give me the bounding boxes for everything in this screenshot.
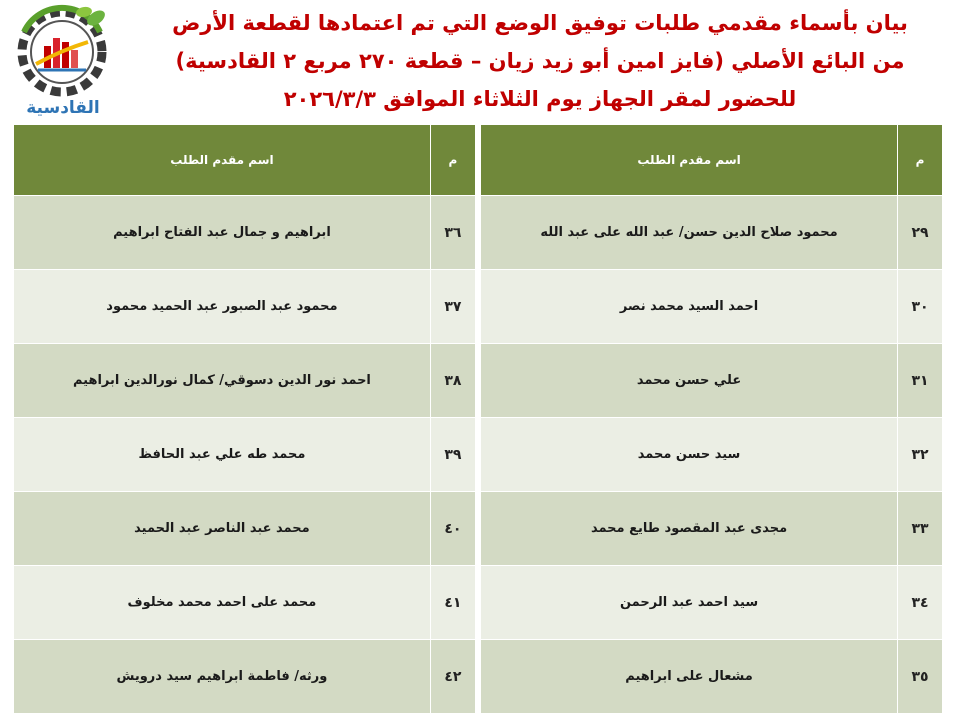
- applicants-table: [13, 124, 943, 714]
- row-name-right: سيد احمد عبد الرحمن: [481, 566, 898, 640]
- row-name-right: سيد حسن محمد: [481, 418, 898, 492]
- city-logo: [4, 2, 122, 120]
- column-gap: [475, 492, 480, 566]
- column-gap: [475, 270, 480, 344]
- row-name-right: مشعال على ابراهيم: [481, 640, 898, 714]
- heading-line-1: بيان بأسماء مقدمي طلبات توفيق الوضع التي تم اعتمادها لقطعة الأرض: [172, 11, 908, 35]
- row-num-left: ٤١: [430, 566, 475, 640]
- column-gap: [475, 344, 480, 418]
- row-name-left: ابراهيم و جمال عبد الفتاح ابراهيم: [14, 196, 431, 270]
- table-row: [14, 270, 943, 344]
- header-name-right: اسم مقدم الطلب: [481, 125, 898, 196]
- column-gap: [475, 125, 480, 196]
- logo-caption: القادسية: [26, 98, 100, 118]
- row-num-right: ٣٣: [897, 492, 942, 566]
- row-num-right: ٣١: [897, 344, 942, 418]
- gear-logo-icon: [4, 2, 122, 102]
- row-name-right: مجدى عبد المقصود طايع محمد: [481, 492, 898, 566]
- row-name-right: علي حسن محمد: [481, 344, 898, 418]
- row-name-right: احمد السيد محمد نصر: [481, 270, 898, 344]
- row-num-right: ٣٢: [897, 418, 942, 492]
- table-row: [14, 492, 943, 566]
- row-name-left: محمود عبد الصبور عبد الحميد محمود: [14, 270, 431, 344]
- row-num-left: ٣٩: [430, 418, 475, 492]
- row-num-left: ٣٦: [430, 196, 475, 270]
- row-name-left: ورثه/ فاطمة ابراهيم سيد درويش: [14, 640, 431, 714]
- row-name-left: محمد عبد الناصر عبد الحميد: [14, 492, 431, 566]
- row-name-left: محمد طه علي عبد الحافظ: [14, 418, 431, 492]
- row-num-right: ٣٤: [897, 566, 942, 640]
- row-num-left: ٤٢: [430, 640, 475, 714]
- table-row: [14, 418, 943, 492]
- heading-line-2: من البائع الأصلي (فايز امين أبو زيد زيان – قطعة ٢٧٠ مربع ٢ القادسية): [175, 49, 905, 73]
- row-name-left: محمد على احمد محمد مخلوف: [14, 566, 431, 640]
- row-num-right: ٣٥: [897, 640, 942, 714]
- table-row: [14, 196, 943, 270]
- row-name-right: محمود صلاح الدين حسن/ عبد الله على عبد الله: [481, 196, 898, 270]
- table-header-row: [14, 125, 943, 196]
- document-heading: [130, 4, 950, 118]
- row-num-left: ٣٧: [430, 270, 475, 344]
- header-num-left: م: [430, 125, 475, 196]
- table-row: [14, 566, 943, 640]
- row-num-right: ٢٩: [897, 196, 942, 270]
- column-gap: [475, 418, 480, 492]
- row-name-left: احمد نور الدين دسوقي/ كمال نورالدين ابراهيم: [14, 344, 431, 418]
- column-gap: [475, 196, 480, 270]
- row-num-left: ٣٨: [430, 344, 475, 418]
- table-row: [14, 640, 943, 714]
- header-num-right: م: [897, 125, 942, 196]
- column-gap: [475, 566, 480, 640]
- row-num-right: ٣٠: [897, 270, 942, 344]
- header-name-left: اسم مقدم الطلب: [14, 125, 431, 196]
- column-gap: [475, 640, 480, 714]
- table-row: [14, 344, 943, 418]
- heading-line-3: للحضور لمقر الجهاز يوم الثلاثاء الموافق ٢٠٢٦/٣/٣: [283, 87, 797, 111]
- row-num-left: ٤٠: [430, 492, 475, 566]
